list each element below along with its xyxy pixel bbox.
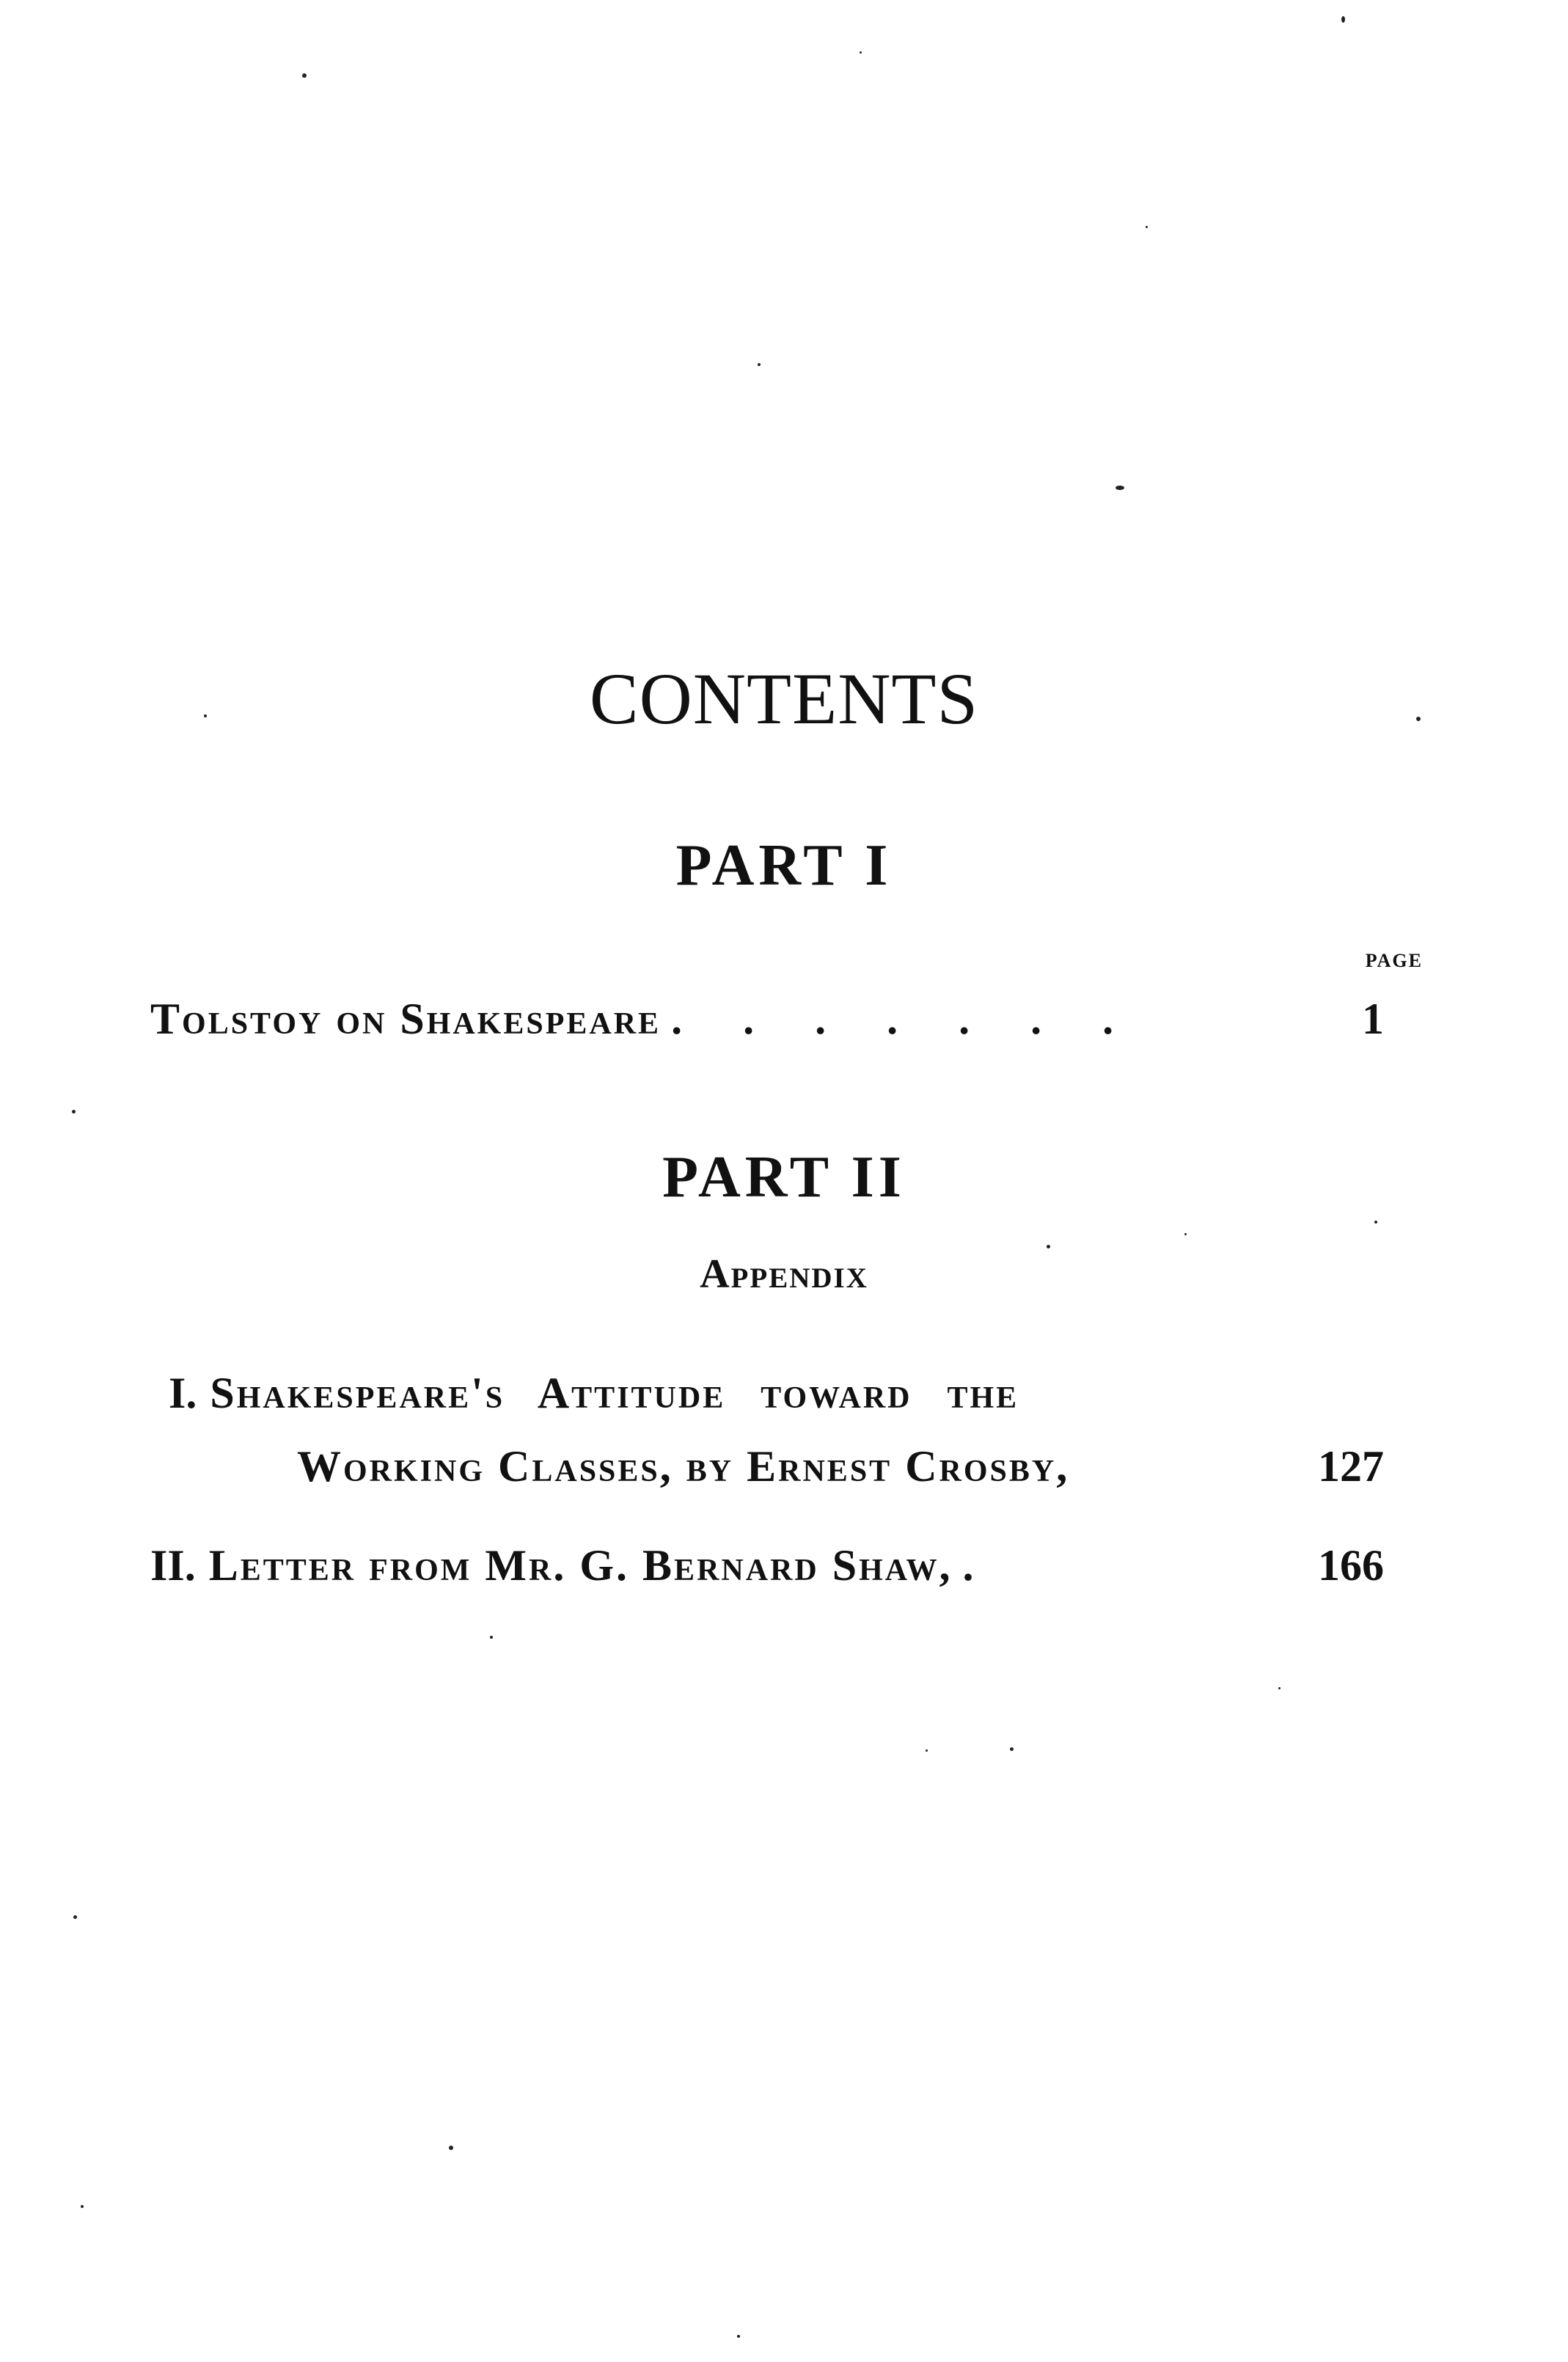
toc-entry-continuation[interactable] bbox=[297, 1441, 1384, 1492]
scan-speck bbox=[758, 363, 761, 366]
scan-speck bbox=[1184, 1233, 1187, 1235]
part-two-heading: PART II bbox=[662, 1145, 906, 1210]
scan-speck bbox=[737, 2335, 740, 2338]
scan-speck bbox=[449, 2146, 453, 2150]
entry-title: Letter from Mr. G. Bernard Shaw, bbox=[208, 1541, 953, 1590]
scan-speck bbox=[73, 1915, 77, 1919]
toc-entry[interactable] bbox=[150, 1540, 1384, 1591]
entry-number: I. bbox=[169, 1369, 197, 1417]
entry-title-line-two: Working Classes, by Ernest Crosby, bbox=[297, 1442, 1070, 1491]
entry-number: II. bbox=[150, 1541, 196, 1590]
entry-page-number: 166 bbox=[1318, 1541, 1384, 1590]
page-column-label: PAGE bbox=[1365, 950, 1423, 971]
scan-speck bbox=[1115, 486, 1124, 490]
toc-entry[interactable] bbox=[169, 1368, 1269, 1419]
scan-speck bbox=[1146, 226, 1148, 228]
scan-speck bbox=[1374, 1221, 1377, 1224]
dot-leader: . bbox=[962, 1541, 999, 1590]
part-one-heading: PART I bbox=[675, 833, 893, 898]
scan-speck bbox=[302, 73, 307, 78]
scan-speck bbox=[490, 1636, 493, 1639]
scan-speck bbox=[72, 1110, 76, 1114]
entry-page-number: 1 bbox=[1362, 995, 1384, 1043]
page-title: CONTENTS bbox=[589, 658, 979, 739]
entry-title: Tolstoy on Shakespeare bbox=[150, 995, 662, 1043]
toc-entry[interactable] bbox=[150, 994, 1384, 1045]
scan-speck bbox=[1278, 1687, 1281, 1689]
scan-speck bbox=[81, 2205, 84, 2208]
scan-speck bbox=[926, 1749, 928, 1752]
dot-leader: . . . . . . . bbox=[671, 995, 1139, 1043]
scan-speck bbox=[1047, 1245, 1050, 1248]
entry-page-number: 127 bbox=[1318, 1442, 1384, 1491]
scan-speck bbox=[1010, 1747, 1014, 1751]
appendix-subheading: Appendix bbox=[700, 1251, 868, 1297]
entry-title-line-one: Shakespeare's Attitude toward the bbox=[210, 1369, 1019, 1417]
scan-speck bbox=[860, 51, 862, 54]
scan-speck bbox=[1341, 16, 1345, 23]
